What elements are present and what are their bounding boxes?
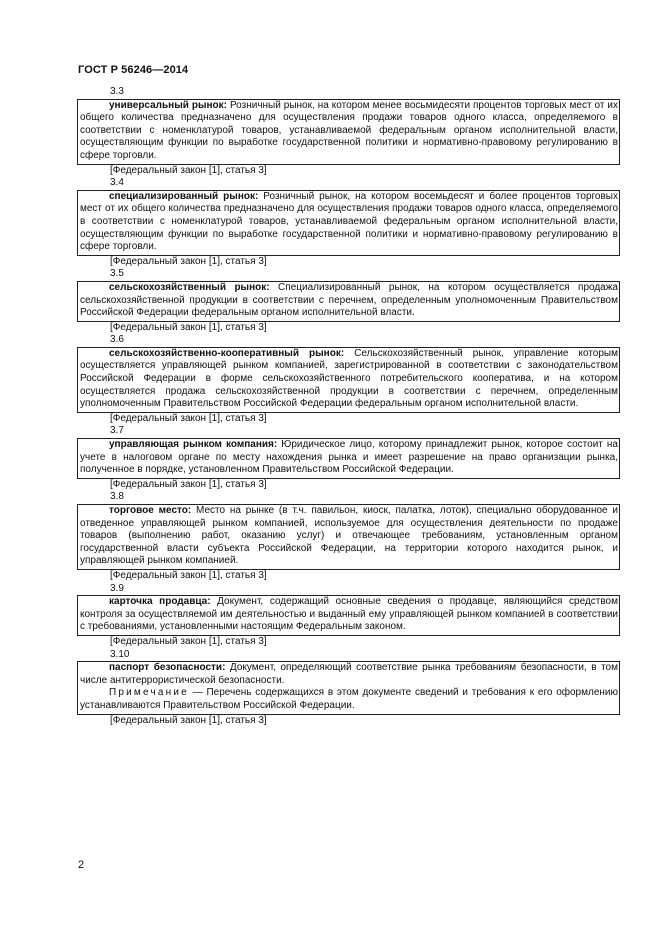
term-entry — [77, 583, 620, 649]
document-header: ГОСТ Р 56246—2014 — [78, 64, 189, 76]
term-number: 3.5 — [110, 268, 124, 280]
term-name: торговое место: — [109, 505, 192, 516]
term-entry — [77, 86, 620, 177]
term-name: паспорт безопасности: — [109, 662, 226, 674]
term-definition-box — [77, 281, 620, 322]
term-text: Сельскохозяйственный рынок, управление которым осуществляется управляющей рынком компанией, зарегистрированной в соответствии с законодательством Российской Федерации в форме сельскохозяйственного потребительского кооператива, и на котором осуществляется продажа сельскохозяйственной продукции в соответствии с перечнем, определенным уполномоченным Правительством Российской Федерации федеральным органом исполнительной власти. — [80, 347, 618, 410]
term-definition-box — [77, 661, 620, 714]
term-definition-box — [77, 595, 620, 636]
term-definition — [80, 191, 618, 254]
note-label: Примечание — [109, 687, 189, 699]
term-number: 3.10 — [110, 648, 130, 660]
term-entry — [77, 649, 620, 728]
terms-list — [77, 86, 620, 727]
term-source: [Федеральный закон [1], статья 3] — [110, 569, 267, 581]
term-source: [Федеральный закон [1], статья 3] — [110, 255, 267, 267]
term-number: 3.8 — [110, 491, 124, 503]
term-number: 3.9 — [110, 582, 124, 594]
term-text: Специализированный рынок, на котором осуществляется продажа сельскохозяйственной продукции в соответствии с перечнем, определенным уполномоченным Правительством Российской Федерации федеральным органом исполнительной власти. — [80, 281, 618, 319]
term-number: 3.3 — [110, 86, 124, 97]
term-source: [Федеральный закон [1], статья 3] — [110, 164, 267, 176]
term-definition — [80, 505, 618, 568]
note-text: — Перечень содержащихся в этом документе сведений и требования к его оформлению устанавливаются Правительством Российской Федерации. — [80, 687, 618, 711]
term-definition — [80, 100, 618, 163]
term-entry — [77, 425, 620, 491]
term-definition — [80, 662, 618, 687]
term-entry — [77, 177, 620, 268]
term-name: сельскохозяйственно-кооперативный рынок: — [109, 347, 345, 359]
term-text: Документ, содержащий основные сведения о продавце, являющийся средством контроля за осуществляемой им деятельностью и выданный ему управляющей рынком компанией в соответствии с требованиями, установленными настоящим Федеральным законом. — [80, 596, 618, 633]
term-source: [Федеральный закон [1], статья 3] — [110, 714, 267, 726]
term-number: 3.6 — [110, 334, 124, 346]
term-definition — [80, 439, 618, 477]
term-source: [Федеральный закон [1], статья 3] — [110, 478, 267, 490]
term-definition — [80, 348, 618, 411]
term-entry — [77, 491, 620, 582]
term-definition — [80, 282, 618, 320]
term-entry — [77, 268, 620, 334]
term-definition-box — [77, 190, 620, 256]
page-number: 2 — [78, 859, 85, 871]
term-source: [Федеральный закон [1], статья 3] — [110, 321, 267, 333]
term-entry — [77, 334, 620, 425]
term-name: управляющая рынком компания: — [109, 439, 278, 451]
term-name: карточка продавца: — [109, 596, 211, 608]
term-note — [80, 687, 618, 712]
term-definition-box — [77, 99, 620, 165]
term-definition-box — [77, 504, 620, 570]
term-text: Место на рынке (в т.ч. павильон, киоск, палатка, лоток), специально оборудованное и отведенное управляющей рынком компанией, используемое для осуществления деятельности по продаже товаров (выполнению работ, оказанию услуг) и отвечающее требованиям, установленным органом государственной власти субъекта Российской Федерации, на территории которого находится рынок, и управляющей рынком компанией. — [80, 505, 618, 567]
term-text: Документ, определяющий соответствие рынка требованиям безопасности, в том числе антитеррористической безопасности. — [80, 662, 618, 686]
term-definition-box — [77, 438, 620, 479]
term-number: 3.4 — [110, 177, 124, 189]
term-text: Розничный рынок, на котором менее восьмидесяти процентов торговых мест от их общего количества предназначено для осуществления продажи товаров одного класса, определяемого в соответствии с номенклатурой товаров, устанавливаемой федеральным органом исполнительной власти, осуществляющим функции по выработке государственной политики и нормативно-правовому регулированию в сфере торговли. — [80, 99, 618, 161]
term-text: Юридическое лицо, которому принадлежит рынок, которое состоит на учете в налоговом органе по месту нахождения рынка и имеет разрешение на право организации рынка, полученное в порядке, установленном Правительством Российской Федерации. — [80, 439, 618, 476]
term-text: Розничный рынок, на котором восемьдесят и более процентов торговых мест от их общего количества предназначено для осуществления продажи товаров одного класса, определяемого в соответствии с номенклатурой товаров, устанавливаемой федеральным органом исполнительной власти, осуществляющим функции по выработке государственной политики и нормативно-правовому регулированию в сфере торговли. — [80, 190, 618, 253]
term-definition — [80, 596, 618, 634]
term-number: 3.7 — [110, 425, 124, 437]
term-source: [Федеральный закон [1], статья 3] — [110, 412, 267, 424]
term-definition-box — [77, 347, 620, 413]
term-name: специализированный рынок: — [109, 190, 259, 202]
term-source: [Федеральный закон [1], статья 3] — [110, 635, 267, 647]
term-name: сельскохозяйственный рынок: — [109, 281, 270, 293]
term-name: универсальный рынок: — [109, 99, 227, 111]
